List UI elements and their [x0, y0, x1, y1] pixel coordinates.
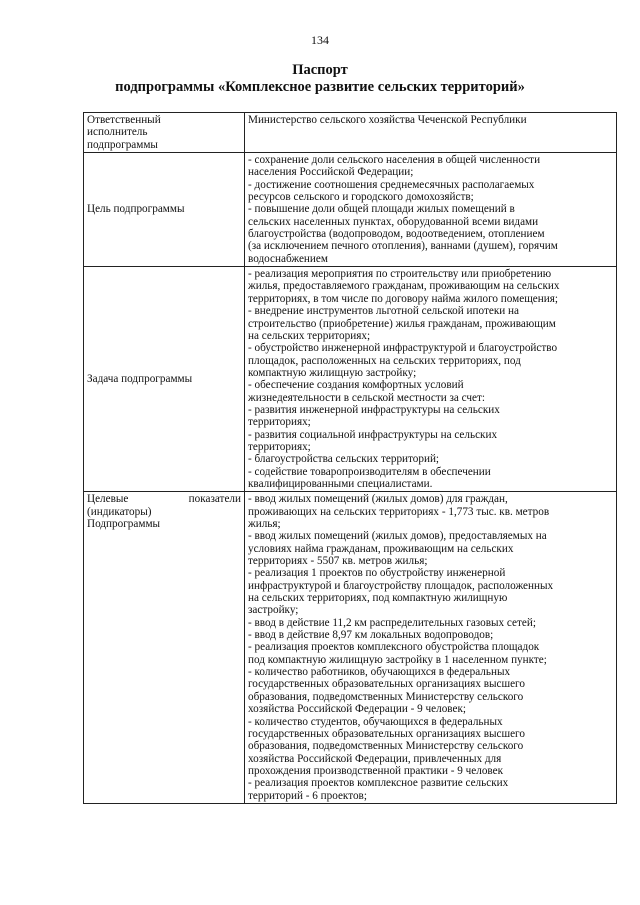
value-line: компактную жилищную застройку; [248, 366, 417, 379]
value-line: - ввод жилых помещений (жилых домов), предоставляемых на [248, 530, 547, 543]
label-cell-tasks [84, 267, 245, 492]
label-line: Задача подпрограммы [87, 373, 193, 386]
label-cell-indicators [84, 492, 245, 804]
passport-table [83, 112, 617, 804]
table-row [84, 267, 617, 492]
value-line: жилья, предоставляемого гражданам, проживающим на сельских [248, 280, 560, 293]
value-line: - ввод жилых помещений (жилых домов) для граждан, [248, 493, 508, 506]
value-line: образования, подведомственных Министерству сельского [248, 690, 524, 703]
label-line: Целевые показатели [87, 493, 241, 506]
value-line: территориях - 5507 кв. метров жилья; [248, 555, 428, 568]
value-line: - ввод в действие 8,97 км локальных водопроводов; [248, 629, 494, 642]
title-line-1: Паспорт [292, 62, 348, 78]
value-line: образования, подведомственных Министерству сельского [248, 740, 524, 753]
value-line: - повышение доли общей площади жилых помещений в [248, 203, 515, 216]
value-cell-tasks [245, 267, 617, 492]
value-line: строительство (приобретение) жилья гражданам, проживающим [248, 317, 556, 330]
value-line: - обустройство инженерной инфраструктурой и благоустройство [248, 342, 558, 355]
value-line: хозяйства Российской Федерации, привлеченных для [248, 752, 502, 765]
value-line: на сельских территориях; [248, 329, 371, 342]
value-line: государственных образовательных организациях высшего [248, 678, 525, 691]
value-line: условиях найма гражданам, проживающим на сельских [248, 542, 514, 555]
label-line: исполнитель [87, 126, 148, 139]
label-line: подпрограммы [87, 138, 158, 151]
value-line: - обеспечение создания комфортных условий [248, 379, 464, 392]
label-line: Подпрограммы [87, 518, 161, 530]
value-line: прохождения производственной практики - 9 человек [248, 764, 504, 777]
value-line: под компактную жилищную застройку в 1 населенном пункте; [248, 653, 547, 666]
value-line: - сохранение доли сельского населения в общей численности [248, 154, 541, 167]
value-line: водоснабжением [248, 252, 328, 265]
value-cell-responsible [245, 113, 617, 153]
value-line: хозяйства Российской Федерации - 9 человек; [248, 703, 467, 716]
value-line: - реализация проектов комплексного обустройства площадок [248, 641, 540, 654]
label-cell-responsible [84, 113, 245, 153]
value-line: инфраструктурой и благоустройству площадок, расположенных [248, 579, 554, 592]
table-row [84, 113, 617, 153]
value-cell-indicators [245, 492, 617, 804]
table-row [84, 492, 617, 804]
value-line: проживающих на сельских территориях - 1,773 тыс. кв. метров [248, 505, 550, 518]
document-title [0, 62, 640, 96]
value-line: - реализация проектов комплексное развитие сельских [248, 777, 509, 790]
value-line: застройку; [248, 604, 299, 617]
label-cell-goal [84, 153, 245, 267]
value-line: площадок, расположенных на сельских территориях, под [248, 354, 521, 367]
value-line: - реализация мероприятия по строительству или приобретению [248, 268, 552, 281]
value-line: - развития социальной инфраструктуры на сельских [248, 428, 498, 441]
value-line: сельских населенных пунктах, оборудованной всеми видами [248, 215, 539, 228]
value-line: - ввод в действие 11,2 км распределительных газовых сетей; [248, 616, 536, 629]
value-line: - развития инженерной инфраструктуры на сельских [248, 403, 500, 416]
label-line: Цель подпрограммы [87, 203, 185, 216]
value-line: ресурсов сельского и городского домохозяйств; [248, 191, 474, 204]
value-line: - количество работников, обучающихся в федеральных [248, 666, 511, 679]
value-line: - реализация 1 проектов по обустройству инженерной [248, 567, 506, 580]
title-line-2: подпрограммы «Комплексное развитие сельских территорий» [115, 79, 525, 95]
value-line: (за исключением печного отопления), ваннами (душем), горячим [248, 240, 558, 253]
label-line: Ответственный [87, 114, 161, 126]
table-row [84, 153, 617, 267]
value-line: - благоустройства сельских территорий; [248, 453, 440, 466]
value-line: жизнедеятельности в сельской местности за счет: [248, 391, 486, 404]
value-line: благоустройства (водопроводом, водоотведением, отоплением [248, 228, 545, 241]
value-line: территорий - 6 проектов; [248, 789, 367, 802]
page-number: 134 [311, 33, 329, 47]
value-line: территориях; [248, 440, 311, 453]
value-line: территориях; [248, 416, 311, 429]
value-cell-goal [245, 153, 617, 267]
value-line: населения Российской Федерации; [248, 166, 414, 179]
value-line: квалифицированными специалистами. [248, 477, 433, 490]
value-line: - количество студентов, обучающихся в федеральных [248, 715, 503, 728]
value-line: - содействие товаропроизводителям в обеспечении [248, 465, 491, 478]
value-line: на сельских территориях, под компактную жилищную [248, 592, 508, 605]
value-line: - внедрение инструментов льготной сельской ипотеки на [248, 305, 520, 318]
value-line: жилья; [248, 518, 281, 530]
value-line: государственных образовательных организациях высшего [248, 727, 525, 740]
value-line: территориях, в том числе по договору найма жилого помещения; [248, 292, 559, 305]
value-line: Министерство сельского хозяйства Чеченской Республики [248, 114, 527, 126]
label-line: (индикаторы) [87, 505, 152, 518]
value-line: - достижение соотношения среднемесячных располагаемых [248, 178, 535, 191]
